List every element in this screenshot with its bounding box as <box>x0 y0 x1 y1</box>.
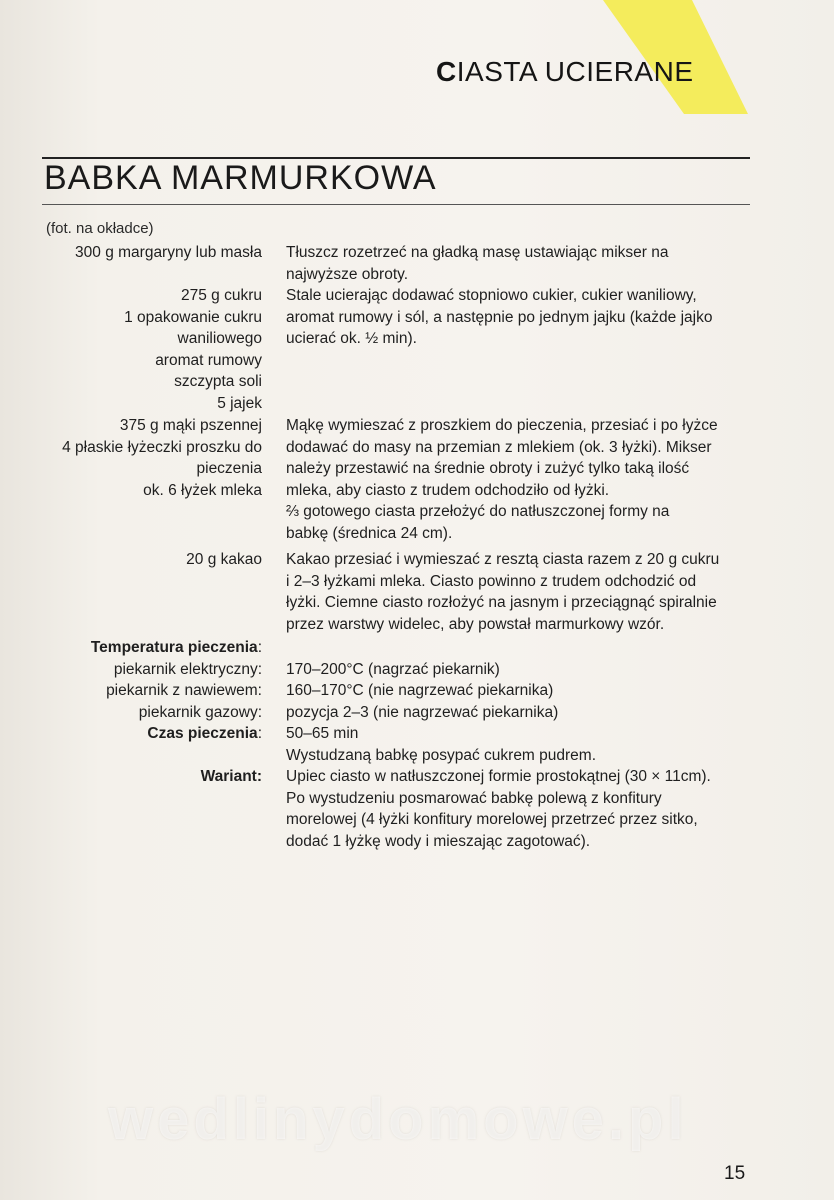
ingredient-line: 1 opakowanie cukru <box>124 308 262 326</box>
ingredient-line: waniliowego <box>177 330 262 347</box>
instruction-line: ⅔ gotowego ciasta przełożyć do natłuszczonej formy na <box>286 503 670 520</box>
baking-time-label: Czas pieczenia <box>147 725 258 742</box>
section-title <box>436 56 694 88</box>
yellow-accent-stripe <box>0 0 834 140</box>
variant-line: Upiec ciasto w natłuszczonej formie prostokątnej (30 × 11cm). <box>286 768 711 785</box>
instruction-line: aromat rumowy i sól, a następnie po jednym jajku (każde jajko <box>286 308 713 326</box>
ingredient-line: 375 g mąki pszennej <box>119 417 262 434</box>
baking-values <box>286 637 758 766</box>
ingredient-line: 275 g cukru <box>181 287 262 304</box>
ingredient-line: 5 jajek <box>217 394 262 412</box>
ingredient-line: szczypta soli <box>174 373 262 390</box>
watermark: wedlinydomowe.pl <box>108 1087 688 1152</box>
ingredient-line: 4 płaskie łyżeczki proszku do <box>62 438 262 456</box>
instructions-step-1 <box>286 242 758 285</box>
section-title-rest: IASTA UCIERANE <box>456 56 694 87</box>
instructions-step-4 <box>286 549 758 635</box>
variant-label-column <box>201 766 262 788</box>
instructions-step-2 <box>286 285 758 350</box>
ingredients-step-3 <box>62 415 262 501</box>
instruction-line: Kakao przesiać i wymieszać z resztą ciasta razem z 20 g cukru <box>286 551 720 568</box>
instruction-line: Mąkę wymieszać z proszkiem do pieczenia, przesiać i po łyżce <box>286 417 718 434</box>
variant-line: dodać 1 łyżkę wody i mieszając zagotować). <box>286 832 591 850</box>
instruction-line: łyżki. Ciemne ciasto rozłożyć na jasnym i przeciągnąć spiralnie <box>286 594 717 611</box>
ingredients-step-1 <box>75 242 262 264</box>
baking-time-label-line: Czas pieczenia: <box>147 725 262 742</box>
temperature-label-line: Temperatura pieczenia: <box>90 639 262 656</box>
baking-time-value: 50–65 min <box>286 725 359 742</box>
instruction-line: najwyższe obroty. <box>286 265 409 283</box>
variant-label: Wariant: <box>200 768 262 785</box>
variant-label-line <box>201 766 262 788</box>
ingredients-step-4 <box>186 549 262 571</box>
ingredient-line: pieczenia <box>196 460 262 477</box>
electric-oven-value: 170–200°C (nagrzać piekarnik) <box>286 660 500 678</box>
ingredients-step-2 <box>124 285 262 414</box>
instruction-line: dodawać do masy na przemian z mlekiem (ok. 3 łyżki). Mikser <box>286 438 712 456</box>
instructions-step-3 <box>286 415 758 544</box>
ingredient-line: aromat rumowy <box>155 351 262 369</box>
gas-oven-value: pozycja 2–3 (nie nagrzewać piekarnika) <box>286 703 559 721</box>
fan-oven-label: piekarnik z nawiewem: <box>106 682 262 699</box>
electric-oven-label: piekarnik elektryczny: <box>113 660 262 678</box>
instruction-line: ucierać ok. ½ min). <box>286 330 417 347</box>
temperature-spacer <box>286 637 758 659</box>
instruction-line: należy przestawić na średnie obroty i zużyć tylko taką ilość <box>286 460 690 477</box>
instruction-line: przez warstwy widelec, aby powstał marmurkowy wzór. <box>286 615 665 633</box>
baking-labels <box>91 637 262 745</box>
instruction-line: Stale ucierając dodawać stopniowo cukier, cukier waniliowy, <box>286 287 697 304</box>
variant-line: morelowej (4 łyżki konfitury morelowej przetrzeć przez sitko, <box>286 811 698 828</box>
instruction-line: mleka, aby ciasto z trudem odchodziło od łyżki. <box>286 481 610 499</box>
ingredient-line: ok. 6 łyżek mleka <box>143 481 262 499</box>
title-rule-bottom <box>42 204 750 205</box>
ingredient-line: 20 g kakao <box>186 551 262 568</box>
fan-oven-value: 160–170°C (nie nagrzewać piekarnika) <box>286 682 554 699</box>
finishing-instruction: Wystudzaną babkę posypać cukrem pudrem. <box>286 746 597 764</box>
section-title-initial: C <box>436 56 457 87</box>
instruction-line: Tłuszcz rozetrzeć na gładką masę ustawiając mikser na <box>286 244 669 261</box>
variant-line: Po wystudzeniu posmarować babkę polewą z konfitury <box>286 789 662 807</box>
recipe-title: BABKA MARMURKOWA <box>44 159 437 197</box>
ingredient-line: 300 g margaryny lub masła <box>75 244 262 261</box>
temperature-label: Temperatura pieczenia <box>90 639 258 656</box>
photo-note: (fot. na okładce) <box>46 220 154 237</box>
instruction-line: i 2–3 łyżkami mleka. Ciasto powinno z trudem odchodzić od <box>286 572 697 590</box>
instruction-line: babkę (średnica 24 cm). <box>286 524 453 542</box>
gas-oven-label: piekarnik gazowy: <box>138 703 262 721</box>
variant-text <box>286 766 758 852</box>
page-number: 15 <box>724 1163 746 1184</box>
